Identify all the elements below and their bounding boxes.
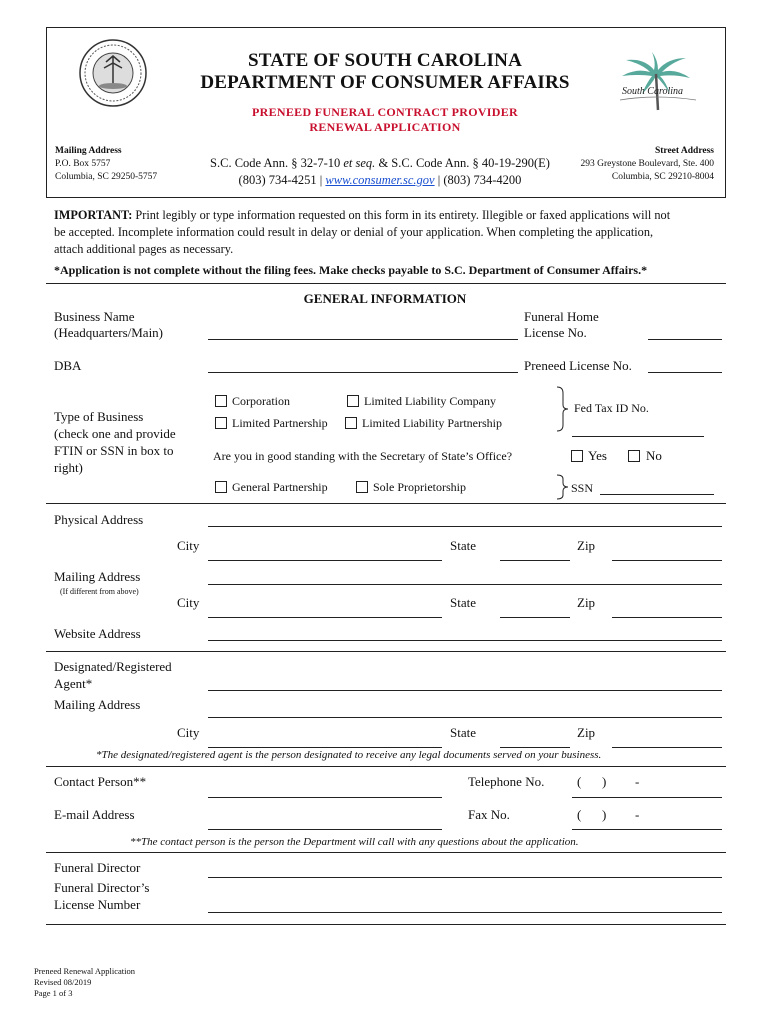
bracket-icon	[555, 473, 571, 501]
mailing-address-label: Mailing Address	[54, 569, 141, 584]
divider	[46, 924, 726, 925]
city-label: City	[177, 595, 200, 610]
mailing-address-line-2: Columbia, SC 29250-5757	[55, 172, 158, 182]
funeral-home-label: Funeral Home	[524, 309, 599, 324]
important-line-3: attach additional pages as necessary.	[54, 242, 234, 256]
city-label: City	[177, 725, 200, 740]
important-line-1: IMPORTANT: Print legibly or type information requested on this form in its entirety. Illegible or faxed applications will not	[54, 208, 671, 222]
divider	[46, 852, 726, 853]
llp-checkbox[interactable]	[345, 417, 357, 429]
sole-proprietorship-checkbox[interactable]	[356, 481, 368, 493]
state-field[interactable]	[500, 560, 570, 561]
subtitle-line-2: RENEWAL APPLICATION	[309, 120, 461, 134]
state-label: State	[450, 538, 476, 553]
state-field[interactable]	[500, 617, 570, 618]
fax-paren-open: (	[577, 807, 582, 822]
limited-partnership-label: Limited Partnership	[232, 416, 328, 430]
dba-label: DBA	[54, 358, 82, 373]
funeral-director-label: Funeral Director	[54, 860, 141, 875]
filing-fee-note: *Application is not complete without the filing fees. Make checks payable to S.C. Department of Consumer Affairs.*	[54, 263, 648, 277]
contact-note: **The contact person is the person the Department will call with any questions about the application.	[130, 836, 579, 848]
agent-field[interactable]	[208, 690, 722, 691]
zip-label: Zip	[577, 538, 596, 553]
important-line-2: be accepted. Incomplete information could result in delay or denial of your application. When completing the application,	[54, 225, 654, 239]
state-label: State	[450, 595, 476, 610]
agent-mailing-address-label: Mailing Address	[54, 697, 141, 712]
street-address-label: Street Address	[654, 146, 714, 156]
agent-note: *The designated/registered agent is the person designated to receive any legal documents served on your business.	[96, 749, 602, 761]
business-name-label: Business Name	[54, 309, 135, 324]
mailing-address-field[interactable]	[208, 584, 722, 585]
funeral-home-license-label: License No.	[524, 325, 587, 340]
yes-checkbox[interactable]	[571, 450, 583, 462]
mailing-address-line-1: P.O. Box 5757	[55, 159, 111, 169]
ssn-field[interactable]	[600, 494, 714, 495]
llc-label: Limited Liability Company	[364, 394, 496, 408]
telephone-label: Telephone No.	[468, 774, 545, 789]
agent-sublabel: Agent*	[54, 676, 93, 691]
telephone-field[interactable]	[572, 797, 722, 798]
city-label: City	[177, 538, 200, 553]
physical-address-label: Physical Address	[54, 512, 144, 527]
fax-label: Fax No.	[468, 807, 510, 822]
agent-mailing-address-field[interactable]	[208, 717, 722, 718]
city-field[interactable]	[208, 747, 442, 748]
fd-license-label: Funeral Director’s	[54, 880, 150, 895]
street-address-line-2: Columbia, SC 29210-8004	[611, 172, 714, 182]
fed-tax-id-field[interactable]	[572, 436, 704, 437]
zip-field[interactable]	[612, 747, 722, 748]
divider	[46, 651, 726, 652]
corporation-checkbox[interactable]	[215, 395, 227, 407]
email-field[interactable]	[208, 829, 442, 830]
general-info-heading: GENERAL INFORMATION	[303, 291, 467, 306]
llc-checkbox[interactable]	[347, 395, 359, 407]
limited-partnership-checkbox[interactable]	[215, 417, 227, 429]
footer-page-number: Page 1 of 3	[34, 988, 73, 998]
llp-label: Limited Liability Partnership	[362, 416, 502, 430]
telephone-dash: -	[635, 774, 640, 789]
zip-field[interactable]	[612, 617, 722, 618]
corporation-label: Corporation	[232, 394, 290, 408]
type-of-business-line-4: right)	[54, 460, 83, 475]
yes-label: Yes	[588, 448, 607, 463]
code-citation: S.C. Code Ann. § 32-7-10 et seq. & S.C. Code Ann. § 40-19-290(E)	[210, 156, 550, 170]
mailing-address-label: Mailing Address	[55, 146, 122, 156]
divider	[46, 283, 726, 284]
general-partnership-label: General Partnership	[232, 480, 328, 494]
website-address-field[interactable]	[208, 640, 722, 641]
email-label: E-mail Address	[54, 807, 135, 822]
logo-text: South Carolina	[622, 86, 684, 97]
ssn-label: SSN	[571, 481, 594, 495]
footer-revised: Revised 08/2019	[34, 977, 92, 987]
fax-paren-close: )	[602, 807, 607, 822]
subtitle-line-1: PRENEED FUNERAL CONTRACT PROVIDER	[251, 105, 519, 119]
telephone-paren-open: (	[577, 774, 582, 789]
telephone-paren-close: )	[602, 774, 607, 789]
contact-person-label: Contact Person**	[54, 774, 147, 789]
no-checkbox[interactable]	[628, 450, 640, 462]
funeral-home-license-field[interactable]	[648, 339, 722, 340]
type-of-business-line-3: FTIN or SSN in box to	[54, 443, 174, 458]
dba-field[interactable]	[208, 372, 518, 373]
website-address-label: Website Address	[54, 626, 141, 641]
business-name-field[interactable]	[208, 339, 518, 340]
divider	[46, 766, 726, 767]
type-of-business-label: Type of Business	[54, 409, 144, 424]
fax-dash: -	[635, 807, 640, 822]
zip-label: Zip	[577, 725, 596, 740]
good-standing-question: Are you in good standing with the Secretary of State’s Office?	[213, 449, 513, 463]
zip-field[interactable]	[612, 560, 722, 561]
preneed-license-field[interactable]	[648, 372, 722, 373]
city-field[interactable]	[208, 617, 442, 618]
bracket-icon	[555, 385, 571, 433]
website-link[interactable]: www.consumer.sc.gov	[325, 173, 435, 187]
state-label: State	[450, 725, 476, 740]
divider	[46, 503, 726, 504]
agent-label: Designated/Registered	[54, 659, 172, 674]
if-different-note: (If different from above)	[60, 587, 139, 596]
fax-field[interactable]	[572, 829, 722, 830]
title-line-2: DEPARTMENT OF CONSUMER AFFAIRS	[200, 72, 570, 93]
physical-address-field[interactable]	[208, 526, 722, 527]
fed-tax-id-label: Fed Tax ID No.	[574, 401, 649, 415]
footer-form-name: Preneed Renewal Application	[34, 966, 136, 976]
zip-label: Zip	[577, 595, 596, 610]
fd-license-sublabel: License Number	[54, 897, 141, 912]
business-name-sublabel: (Headquarters/Main)	[54, 325, 164, 340]
state-field[interactable]	[500, 747, 570, 748]
preneed-license-label: Preneed License No.	[524, 358, 632, 373]
city-field[interactable]	[208, 560, 442, 561]
type-of-business-line-2: (check one and provide	[54, 426, 176, 441]
sole-proprietorship-label: Sole Proprietorship	[373, 480, 466, 494]
contact-person-field[interactable]	[208, 797, 442, 798]
no-label: No	[646, 448, 662, 463]
fd-license-field[interactable]	[208, 912, 722, 913]
general-partnership-checkbox[interactable]	[215, 481, 227, 493]
street-address-line-1: 293 Greystone Boulevard, Ste. 400	[580, 159, 714, 169]
contact-phones: (803) 734-4251 | www.consumer.sc.gov | (803) 734-4200	[238, 173, 522, 187]
funeral-director-field[interactable]	[208, 877, 722, 878]
title-line-1: STATE OF SOUTH CAROLINA	[248, 50, 522, 71]
